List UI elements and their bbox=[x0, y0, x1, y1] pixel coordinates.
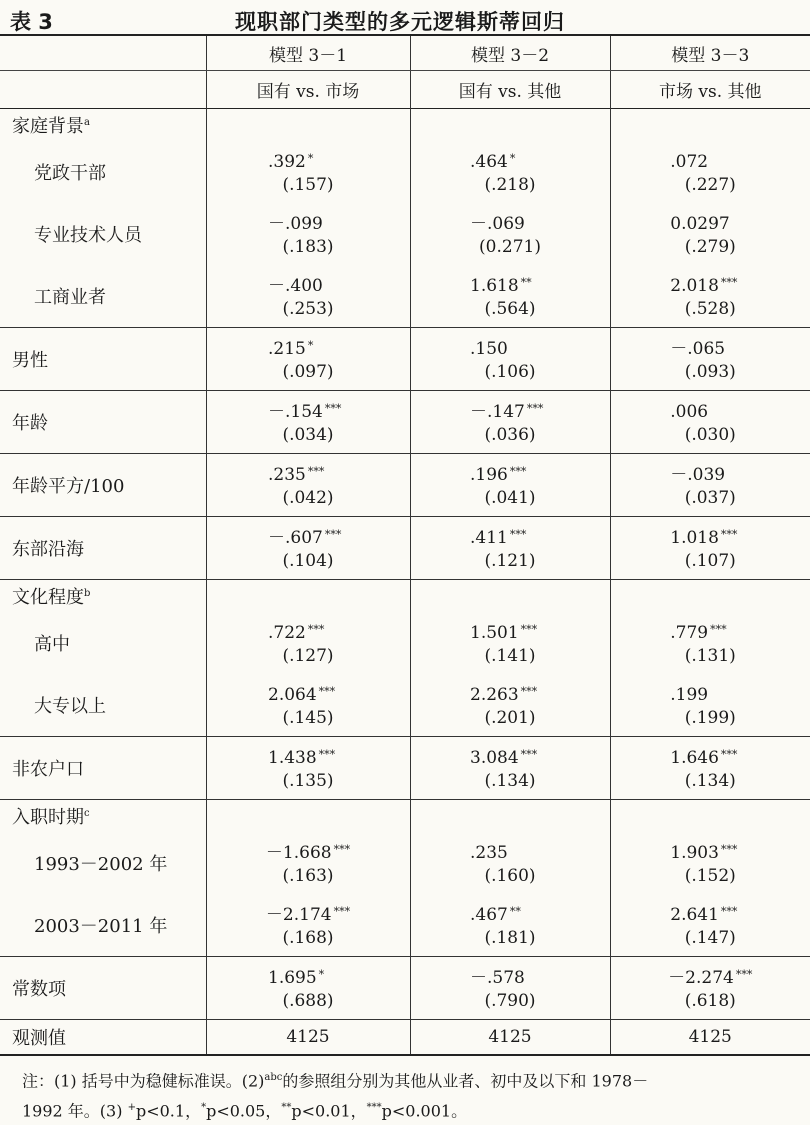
standard-error: (.618) bbox=[684, 991, 736, 1011]
coefficient-cell bbox=[410, 265, 610, 328]
standard-error: (.564) bbox=[484, 299, 536, 319]
coefficient-line bbox=[411, 146, 610, 172]
table-row bbox=[0, 391, 810, 454]
observations-row bbox=[0, 1020, 810, 1056]
coefficient-line bbox=[411, 679, 610, 705]
coefficient-line bbox=[411, 899, 610, 925]
coefficient-line bbox=[207, 899, 410, 925]
coefficient-line bbox=[411, 837, 610, 863]
significance-symbol: + bbox=[127, 1102, 136, 1114]
standard-error: (.093) bbox=[684, 362, 736, 382]
standard-error: (.183) bbox=[282, 237, 334, 257]
standard-error: (.253) bbox=[282, 299, 334, 319]
coefficient-value: －.099 bbox=[268, 214, 323, 234]
table-row bbox=[0, 894, 810, 957]
standard-error: (.168) bbox=[282, 928, 334, 948]
coefficient-value: .392 * bbox=[268, 152, 314, 172]
coefficient-line bbox=[411, 522, 610, 548]
coefficient-value: －.065 bbox=[670, 339, 726, 359]
model-header: 模型 3－1 bbox=[206, 35, 410, 71]
significance-stars: *** bbox=[509, 465, 527, 478]
standard-error: (.688) bbox=[282, 991, 334, 1011]
table-row bbox=[0, 454, 810, 517]
coefficient-line bbox=[411, 617, 610, 643]
coefficient-line bbox=[611, 742, 810, 768]
standard-error: (.034) bbox=[282, 425, 334, 445]
comparison-header: 市场 vs. 其他 bbox=[610, 71, 810, 109]
coefficient-cell bbox=[206, 832, 410, 894]
note-text: p<0.01， bbox=[291, 1101, 367, 1121]
coefficient-cell bbox=[410, 203, 610, 265]
group-label-text: 入职时期 bbox=[12, 807, 84, 828]
note-superscript: abc bbox=[264, 1072, 283, 1083]
regression-table-container bbox=[0, 34, 810, 1056]
coefficient-line bbox=[611, 962, 810, 988]
significance-stars: *** bbox=[324, 528, 342, 541]
standard-error: (.042) bbox=[282, 488, 334, 508]
group-superscript: b bbox=[84, 588, 91, 599]
significance-stars: ** bbox=[509, 905, 521, 918]
observation-count: 4125 bbox=[410, 1020, 610, 1056]
coefficient-value: －1.668 *** bbox=[265, 843, 351, 863]
coefficient-cell bbox=[410, 612, 610, 674]
row-label: 东部沿海 bbox=[0, 517, 206, 580]
row-label: 工商业者 bbox=[0, 265, 206, 328]
group-header-row bbox=[0, 580, 810, 613]
table-row bbox=[0, 957, 810, 1020]
coefficient-value: 2.263 *** bbox=[470, 685, 538, 705]
empty-cell bbox=[206, 800, 410, 833]
coefficient-value: 2.064 *** bbox=[268, 685, 336, 705]
coefficient-cell bbox=[206, 674, 410, 737]
row-label: 1993－2002 年 bbox=[34, 854, 168, 875]
significance-stars: *** bbox=[333, 843, 351, 856]
standard-error: (.160) bbox=[484, 866, 536, 886]
coefficient-line bbox=[207, 522, 410, 548]
note-text: 注：(1) 括号中为稳健标准误。(2) bbox=[22, 1071, 265, 1091]
standard-error: (.157) bbox=[282, 175, 334, 195]
coefficient-value: 2.641 *** bbox=[670, 905, 738, 925]
standard-error: (.199) bbox=[684, 708, 736, 728]
coefficient-line bbox=[207, 962, 410, 988]
standard-error: (.121) bbox=[484, 551, 536, 571]
coefficient-value: 0.0297 bbox=[670, 214, 730, 234]
coefficient-value: .779 *** bbox=[670, 623, 727, 643]
coefficient-line bbox=[207, 270, 410, 296]
group-superscript: a bbox=[84, 117, 90, 128]
standard-error: (.152) bbox=[684, 866, 736, 886]
coefficient-cell bbox=[410, 957, 610, 1020]
significance-stars: * bbox=[307, 152, 314, 165]
row-label: 非农户口 bbox=[0, 737, 206, 800]
coefficient-line bbox=[207, 459, 410, 485]
empty-cell bbox=[206, 109, 410, 142]
table-title bbox=[10, 6, 800, 34]
coefficient-cell bbox=[610, 141, 810, 203]
standard-error: (.036) bbox=[484, 425, 536, 445]
coefficient-cell bbox=[206, 454, 410, 517]
coefficient-value: －2.174 *** bbox=[265, 905, 351, 925]
model-header: 模型 3－2 bbox=[410, 35, 610, 71]
coefficient-value: 1.903 *** bbox=[670, 843, 738, 863]
coefficient-line bbox=[611, 396, 810, 422]
coefficient-line bbox=[411, 742, 610, 768]
coefficient-line bbox=[611, 617, 810, 643]
coefficient-line bbox=[611, 459, 810, 485]
row-label: 高中 bbox=[34, 634, 70, 655]
coefficient-cell bbox=[410, 517, 610, 580]
significance-stars: *** bbox=[307, 623, 325, 636]
coefficient-value: －2.274 *** bbox=[668, 968, 753, 988]
standard-error: (.790) bbox=[484, 991, 536, 1011]
coefficient-line bbox=[411, 396, 610, 422]
coefficient-cell bbox=[610, 894, 810, 957]
coefficient-value: .006 bbox=[670, 402, 709, 422]
coefficient-line bbox=[411, 270, 610, 296]
coefficient-cell bbox=[610, 391, 810, 454]
significance-stars: *** bbox=[710, 623, 727, 636]
row-label: 年龄 bbox=[0, 391, 206, 454]
note-text: 的参照组分别为其他从业者、初中及以下和 1978－ bbox=[282, 1071, 649, 1091]
coefficient-cell bbox=[206, 203, 410, 265]
coefficient-line bbox=[411, 459, 610, 485]
coefficient-cell bbox=[410, 328, 610, 391]
coefficient-cell bbox=[410, 454, 610, 517]
coefficient-cell bbox=[206, 391, 410, 454]
standard-error: (.181) bbox=[484, 928, 536, 948]
coefficient-line bbox=[207, 679, 410, 705]
significance-stars: *** bbox=[509, 528, 527, 541]
significance-stars: *** bbox=[333, 905, 351, 918]
comparison-header: 国有 vs. 其他 bbox=[410, 71, 610, 109]
standard-error: (.104) bbox=[282, 551, 334, 571]
note-line-1 bbox=[22, 1064, 797, 1094]
standard-error: (0.271) bbox=[479, 237, 541, 257]
standard-error: (.145) bbox=[282, 708, 334, 728]
group-header-row bbox=[0, 800, 810, 833]
coefficient-cell bbox=[410, 674, 610, 737]
coefficient-line bbox=[207, 208, 410, 234]
model-header: 模型 3－3 bbox=[610, 35, 810, 71]
coefficient-cell bbox=[206, 737, 410, 800]
standard-error: (.201) bbox=[484, 708, 536, 728]
significance-stars: * bbox=[318, 968, 325, 981]
significance-stars: *** bbox=[735, 968, 753, 981]
coefficient-value: －.147 *** bbox=[470, 402, 544, 422]
row-label: 专业技术人员 bbox=[34, 225, 142, 246]
group-label bbox=[0, 580, 206, 613]
significance-stars: * bbox=[307, 339, 314, 352]
row-label: 2003－2011 年 bbox=[0, 894, 206, 957]
header-blank bbox=[0, 35, 206, 71]
significance-stars: *** bbox=[318, 748, 336, 761]
coefficient-cell bbox=[410, 141, 610, 203]
observation-count: 4125 bbox=[610, 1020, 810, 1056]
coefficient-cell bbox=[610, 265, 810, 328]
table-row bbox=[0, 674, 810, 737]
empty-cell bbox=[610, 800, 810, 833]
coefficient-cell bbox=[610, 832, 810, 894]
regression-table bbox=[0, 34, 810, 1056]
coefficient-value: .072 bbox=[670, 152, 709, 172]
coefficient-cell bbox=[410, 894, 610, 957]
coefficient-cell bbox=[206, 894, 410, 957]
note-text: p<0.05， bbox=[206, 1101, 282, 1121]
coefficient-value: .467 ** bbox=[470, 905, 521, 925]
table-row bbox=[0, 517, 810, 580]
standard-error: (.135) bbox=[282, 771, 334, 791]
coefficient-line bbox=[207, 396, 410, 422]
header-blank bbox=[0, 71, 206, 109]
coefficient-line bbox=[207, 742, 410, 768]
empty-cell bbox=[610, 109, 810, 142]
standard-error: (.030) bbox=[684, 425, 736, 445]
significance-stars: *** bbox=[720, 276, 738, 289]
note-line-2 bbox=[22, 1094, 797, 1124]
coefficient-value: －.400 bbox=[268, 276, 323, 296]
coefficient-cell bbox=[610, 612, 810, 674]
empty-cell bbox=[410, 580, 610, 613]
observation-count: 4125 bbox=[206, 1020, 410, 1056]
comparison-header-row bbox=[0, 71, 810, 109]
coefficient-line bbox=[207, 837, 410, 863]
coefficient-value: －.154 *** bbox=[268, 402, 342, 422]
empty-cell bbox=[410, 800, 610, 833]
coefficient-line bbox=[611, 837, 810, 863]
row-label: 年龄平方/100 bbox=[0, 454, 206, 517]
row-label: 常数项 bbox=[0, 957, 206, 1020]
table-row bbox=[0, 328, 810, 391]
coefficient-cell bbox=[410, 391, 610, 454]
significance-symbol: *** bbox=[366, 1102, 382, 1114]
coefficient-line bbox=[207, 617, 410, 643]
table-row bbox=[0, 832, 810, 894]
standard-error: (.127) bbox=[282, 646, 334, 666]
coefficient-line bbox=[411, 333, 610, 359]
coefficient-value: －.607 *** bbox=[268, 528, 342, 548]
empty-cell bbox=[206, 580, 410, 613]
significance-stars: *** bbox=[720, 843, 738, 856]
table-number: 表 3 bbox=[10, 10, 53, 34]
significance-stars: *** bbox=[520, 685, 538, 698]
standard-error: (.131) bbox=[684, 646, 736, 666]
table-row bbox=[0, 141, 810, 203]
coefficient-line bbox=[611, 270, 810, 296]
significance-symbol: ** bbox=[281, 1102, 292, 1114]
row-label: 党政干部 bbox=[34, 163, 106, 184]
coefficient-cell bbox=[206, 328, 410, 391]
coefficient-value: 2.018 *** bbox=[670, 276, 738, 296]
coefficient-cell bbox=[206, 612, 410, 674]
group-header-row bbox=[0, 109, 810, 142]
significance-stars: *** bbox=[324, 402, 342, 415]
standard-error: (.134) bbox=[684, 771, 736, 791]
significance-stars: *** bbox=[526, 402, 544, 415]
group-label bbox=[0, 800, 206, 833]
coefficient-line bbox=[611, 899, 810, 925]
coefficient-value: .150 bbox=[470, 339, 508, 359]
significance-stars: *** bbox=[720, 528, 738, 541]
table-row bbox=[0, 203, 810, 265]
coefficient-value: .235 bbox=[470, 843, 508, 863]
coefficient-cell bbox=[610, 517, 810, 580]
coefficient-value: 1.438 *** bbox=[268, 748, 336, 768]
coefficient-cell bbox=[610, 737, 810, 800]
coefficient-value: .215 * bbox=[268, 339, 314, 359]
comparison-header: 国有 vs. 市场 bbox=[206, 71, 410, 109]
coefficient-cell bbox=[410, 737, 610, 800]
coefficient-cell bbox=[610, 674, 810, 737]
empty-cell bbox=[610, 580, 810, 613]
coefficient-value: .235 *** bbox=[268, 465, 325, 485]
standard-error: (.134) bbox=[484, 771, 536, 791]
coefficient-cell bbox=[206, 141, 410, 203]
coefficient-cell bbox=[410, 832, 610, 894]
coefficient-line bbox=[611, 208, 810, 234]
standard-error: (.097) bbox=[282, 362, 334, 382]
coefficient-cell bbox=[610, 957, 810, 1020]
coefficient-line bbox=[207, 333, 410, 359]
coefficient-value: .199 bbox=[670, 685, 709, 705]
standard-error: (.037) bbox=[684, 488, 736, 508]
coefficient-line bbox=[611, 333, 810, 359]
coefficient-line bbox=[611, 522, 810, 548]
group-label-text: 文化程度 bbox=[12, 587, 84, 608]
table-caption: 现职部门类型的多元逻辑斯蒂回归 bbox=[235, 10, 565, 34]
coefficient-value: －.578 bbox=[470, 968, 525, 988]
significance-stars: *** bbox=[307, 465, 325, 478]
row-label: 观测值 bbox=[12, 1028, 66, 1049]
standard-error: (.218) bbox=[484, 175, 536, 195]
significance-stars: ** bbox=[520, 276, 532, 289]
table-row bbox=[0, 265, 810, 328]
coefficient-value: －.069 bbox=[470, 214, 525, 234]
coefficient-line bbox=[611, 146, 810, 172]
significance-stars: * bbox=[509, 152, 516, 165]
coefficient-value: 1.501 *** bbox=[470, 623, 538, 643]
empty-cell bbox=[410, 109, 610, 142]
group-label bbox=[0, 109, 206, 142]
note-text: p<0.001。 bbox=[381, 1101, 468, 1121]
coefficient-value: .196 *** bbox=[470, 465, 527, 485]
coefficient-cell bbox=[610, 454, 810, 517]
significance-stars: *** bbox=[720, 748, 738, 761]
group-label-text: 家庭背景 bbox=[12, 116, 84, 137]
significance-stars: *** bbox=[520, 748, 538, 761]
coefficient-value: 1.695 * bbox=[268, 968, 325, 988]
standard-error: (.107) bbox=[684, 551, 736, 571]
row-label: 男性 bbox=[0, 328, 206, 391]
coefficient-cell bbox=[206, 517, 410, 580]
row-label: 大专以上 bbox=[0, 674, 206, 737]
coefficient-line bbox=[207, 146, 410, 172]
coefficient-cell bbox=[610, 203, 810, 265]
coefficient-value: 3.084 *** bbox=[470, 748, 538, 768]
coefficient-cell bbox=[610, 328, 810, 391]
table-row bbox=[0, 737, 810, 800]
significance-stars: *** bbox=[520, 623, 538, 636]
coefficient-value: 1.646 *** bbox=[670, 748, 738, 768]
coefficient-line bbox=[611, 679, 810, 705]
coefficient-line bbox=[411, 962, 610, 988]
coefficient-value: .411 *** bbox=[470, 528, 527, 548]
standard-error: (.528) bbox=[684, 299, 736, 319]
model-header-row bbox=[0, 35, 810, 71]
coefficient-value: －.039 bbox=[670, 465, 726, 485]
coefficient-value: .464 * bbox=[470, 152, 516, 172]
note-text: 1992 年。(3) bbox=[22, 1101, 123, 1121]
coefficient-cell bbox=[206, 957, 410, 1020]
standard-error: (.147) bbox=[684, 928, 736, 948]
significance-stars: *** bbox=[720, 905, 738, 918]
significance-stars: *** bbox=[318, 685, 336, 698]
standard-error: (.041) bbox=[484, 488, 536, 508]
standard-error: (.279) bbox=[684, 237, 736, 257]
table-row bbox=[0, 612, 810, 674]
note-text: p<0.1， bbox=[135, 1101, 202, 1121]
standard-error: (.227) bbox=[684, 175, 736, 195]
standard-error: (.163) bbox=[282, 866, 334, 886]
group-superscript: c bbox=[84, 808, 90, 819]
coefficient-cell bbox=[206, 265, 410, 328]
significance-symbol: * bbox=[201, 1102, 207, 1114]
coefficient-line bbox=[411, 208, 610, 234]
coefficient-value: 1.018 *** bbox=[670, 528, 738, 548]
coefficient-value: 1.618 ** bbox=[470, 276, 532, 296]
standard-error: (.141) bbox=[484, 646, 536, 666]
standard-error: (.106) bbox=[484, 362, 536, 382]
table-note bbox=[22, 1064, 797, 1125]
coefficient-value: .722 *** bbox=[268, 623, 325, 643]
